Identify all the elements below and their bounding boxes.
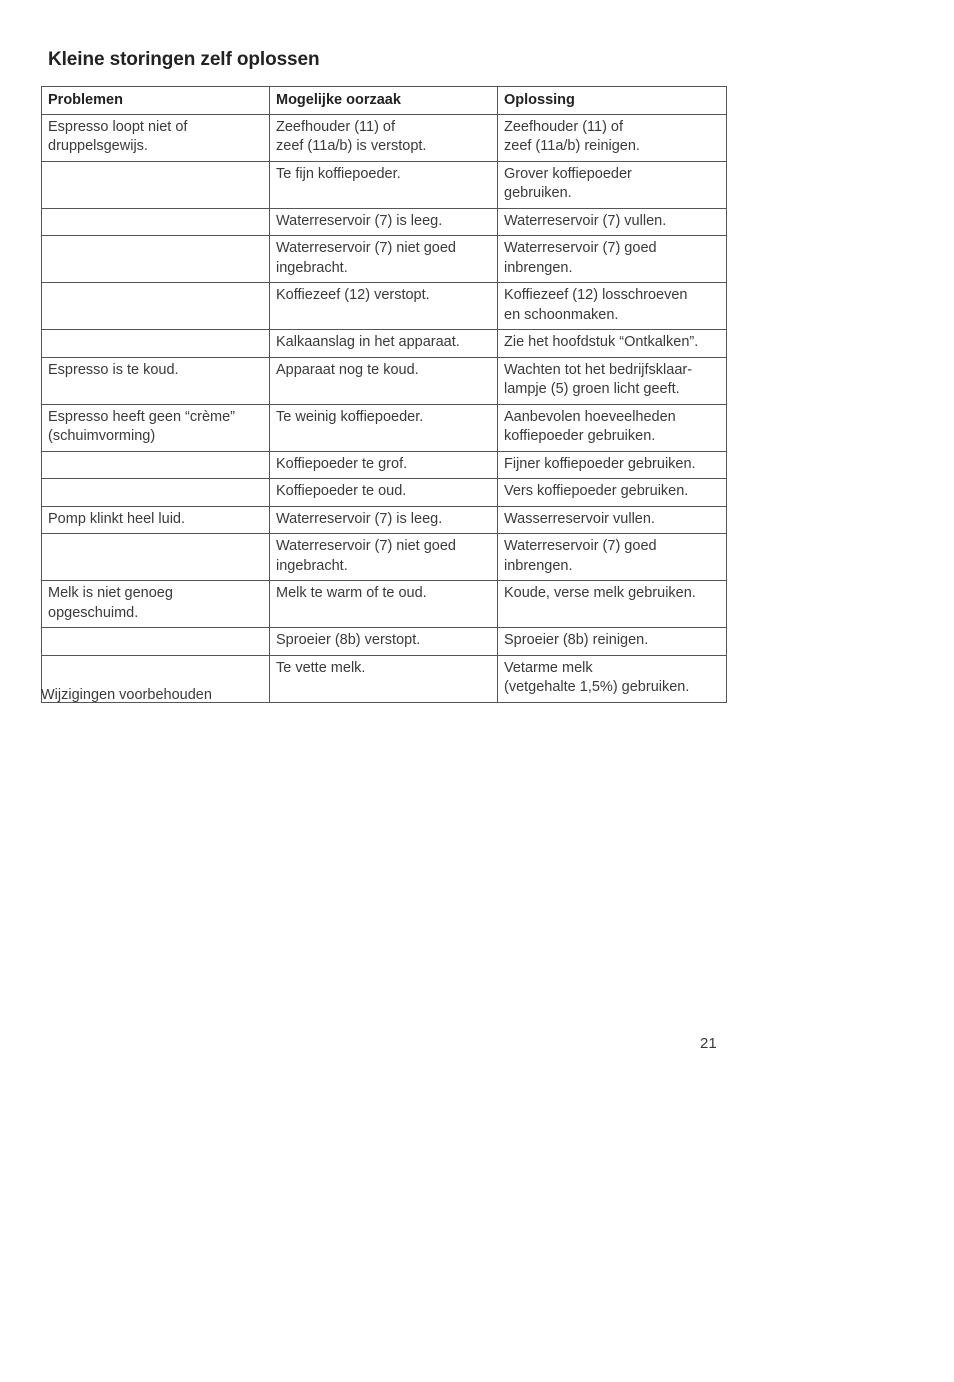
table-row xyxy=(42,506,727,534)
footnote: Wijzigingen voorbehouden xyxy=(41,687,212,703)
cell-problem: Espresso heeft geen “crème” (schuimvorming) xyxy=(42,404,270,451)
column-header-cause: Mogelijke oorzaak xyxy=(270,87,498,115)
cell-cause: Kalkaanslag in het apparaat. xyxy=(270,330,498,358)
cell-solution: Fijner koffiepoeder gebruiken. xyxy=(498,451,727,479)
cell-solution: Koffiezeef (12) losschroeven en schoonmaken. xyxy=(498,283,727,330)
cell-problem xyxy=(42,479,270,507)
cell-cause: Waterreservoir (7) niet goed ingebracht. xyxy=(270,236,498,283)
cell-solution: Wachten tot het bedrijfsklaar- lampje (5) groen licht geeft. xyxy=(498,357,727,404)
table-row xyxy=(42,283,727,330)
cell-problem xyxy=(42,236,270,283)
cell-solution: Waterreservoir (7) goed inbrengen. xyxy=(498,534,727,581)
page-number: 21 xyxy=(700,1035,717,1052)
troubleshooting-table xyxy=(41,86,727,703)
cell-problem xyxy=(42,283,270,330)
cell-cause: Sproeier (8b) verstopt. xyxy=(270,628,498,656)
cell-cause: Te vette melk. xyxy=(270,655,498,702)
cell-problem xyxy=(42,451,270,479)
cell-cause: Koffiepoeder te grof. xyxy=(270,451,498,479)
cell-problem xyxy=(42,628,270,656)
cell-solution: Vers koffiepoeder gebruiken. xyxy=(498,479,727,507)
cell-cause: Waterreservoir (7) is leeg. xyxy=(270,208,498,236)
cell-problem xyxy=(42,161,270,208)
table-row xyxy=(42,451,727,479)
cell-cause: Zeefhouder (11) of zeef (11a/b) is verstopt. xyxy=(270,114,498,161)
table-row xyxy=(42,628,727,656)
cell-cause: Te weinig koffiepoeder. xyxy=(270,404,498,451)
table-body xyxy=(42,114,727,702)
cell-problem: Espresso is te koud. xyxy=(42,357,270,404)
table-row xyxy=(42,114,727,161)
cell-cause: Waterreservoir (7) is leeg. xyxy=(270,506,498,534)
column-header-solution: Oplossing xyxy=(498,87,727,115)
cell-solution: Koude, verse melk gebruiken. xyxy=(498,581,727,628)
table-row xyxy=(42,581,727,628)
cell-solution: Zie het hoofdstuk “Ontkalken”. xyxy=(498,330,727,358)
table-row xyxy=(42,479,727,507)
cell-solution: Sproeier (8b) reinigen. xyxy=(498,628,727,656)
cell-problem xyxy=(42,208,270,236)
table-row xyxy=(42,404,727,451)
cell-solution: Grover koffiepoeder gebruiken. xyxy=(498,161,727,208)
table-header-row xyxy=(42,87,727,115)
cell-cause: Koffiezeef (12) verstopt. xyxy=(270,283,498,330)
table-row xyxy=(42,236,727,283)
cell-cause: Apparaat nog te koud. xyxy=(270,357,498,404)
cell-solution: Zeefhouder (11) of zeef (11a/b) reinigen. xyxy=(498,114,727,161)
table-row xyxy=(42,357,727,404)
cell-solution: Waterreservoir (7) vullen. xyxy=(498,208,727,236)
cell-solution: Waterreservoir (7) goed inbrengen. xyxy=(498,236,727,283)
table-row xyxy=(42,330,727,358)
column-header-problems: Problemen xyxy=(42,87,270,115)
cell-cause: Te fijn koffiepoeder. xyxy=(270,161,498,208)
table-row xyxy=(42,534,727,581)
table-row xyxy=(42,208,727,236)
cell-problem: Melk is niet genoeg opgeschuimd. xyxy=(42,581,270,628)
cell-cause: Koffiepoeder te oud. xyxy=(270,479,498,507)
cell-solution: Vetarme melk (vetgehalte 1,5%) gebruiken. xyxy=(498,655,727,702)
cell-problem xyxy=(42,330,270,358)
cell-problem xyxy=(42,534,270,581)
cell-cause: Waterreservoir (7) niet goed ingebracht. xyxy=(270,534,498,581)
cell-problem: Pomp klinkt heel luid. xyxy=(42,506,270,534)
cell-solution: Wasserreservoir vullen. xyxy=(498,506,727,534)
table-row xyxy=(42,161,727,208)
cell-solution: Aanbevolen hoeveelheden koffiepoeder gebruiken. xyxy=(498,404,727,451)
page-title: Kleine storingen zelf oplossen xyxy=(48,49,320,70)
cell-cause: Melk te warm of te oud. xyxy=(270,581,498,628)
cell-problem: Espresso loopt niet of druppelsgewijs. xyxy=(42,114,270,161)
